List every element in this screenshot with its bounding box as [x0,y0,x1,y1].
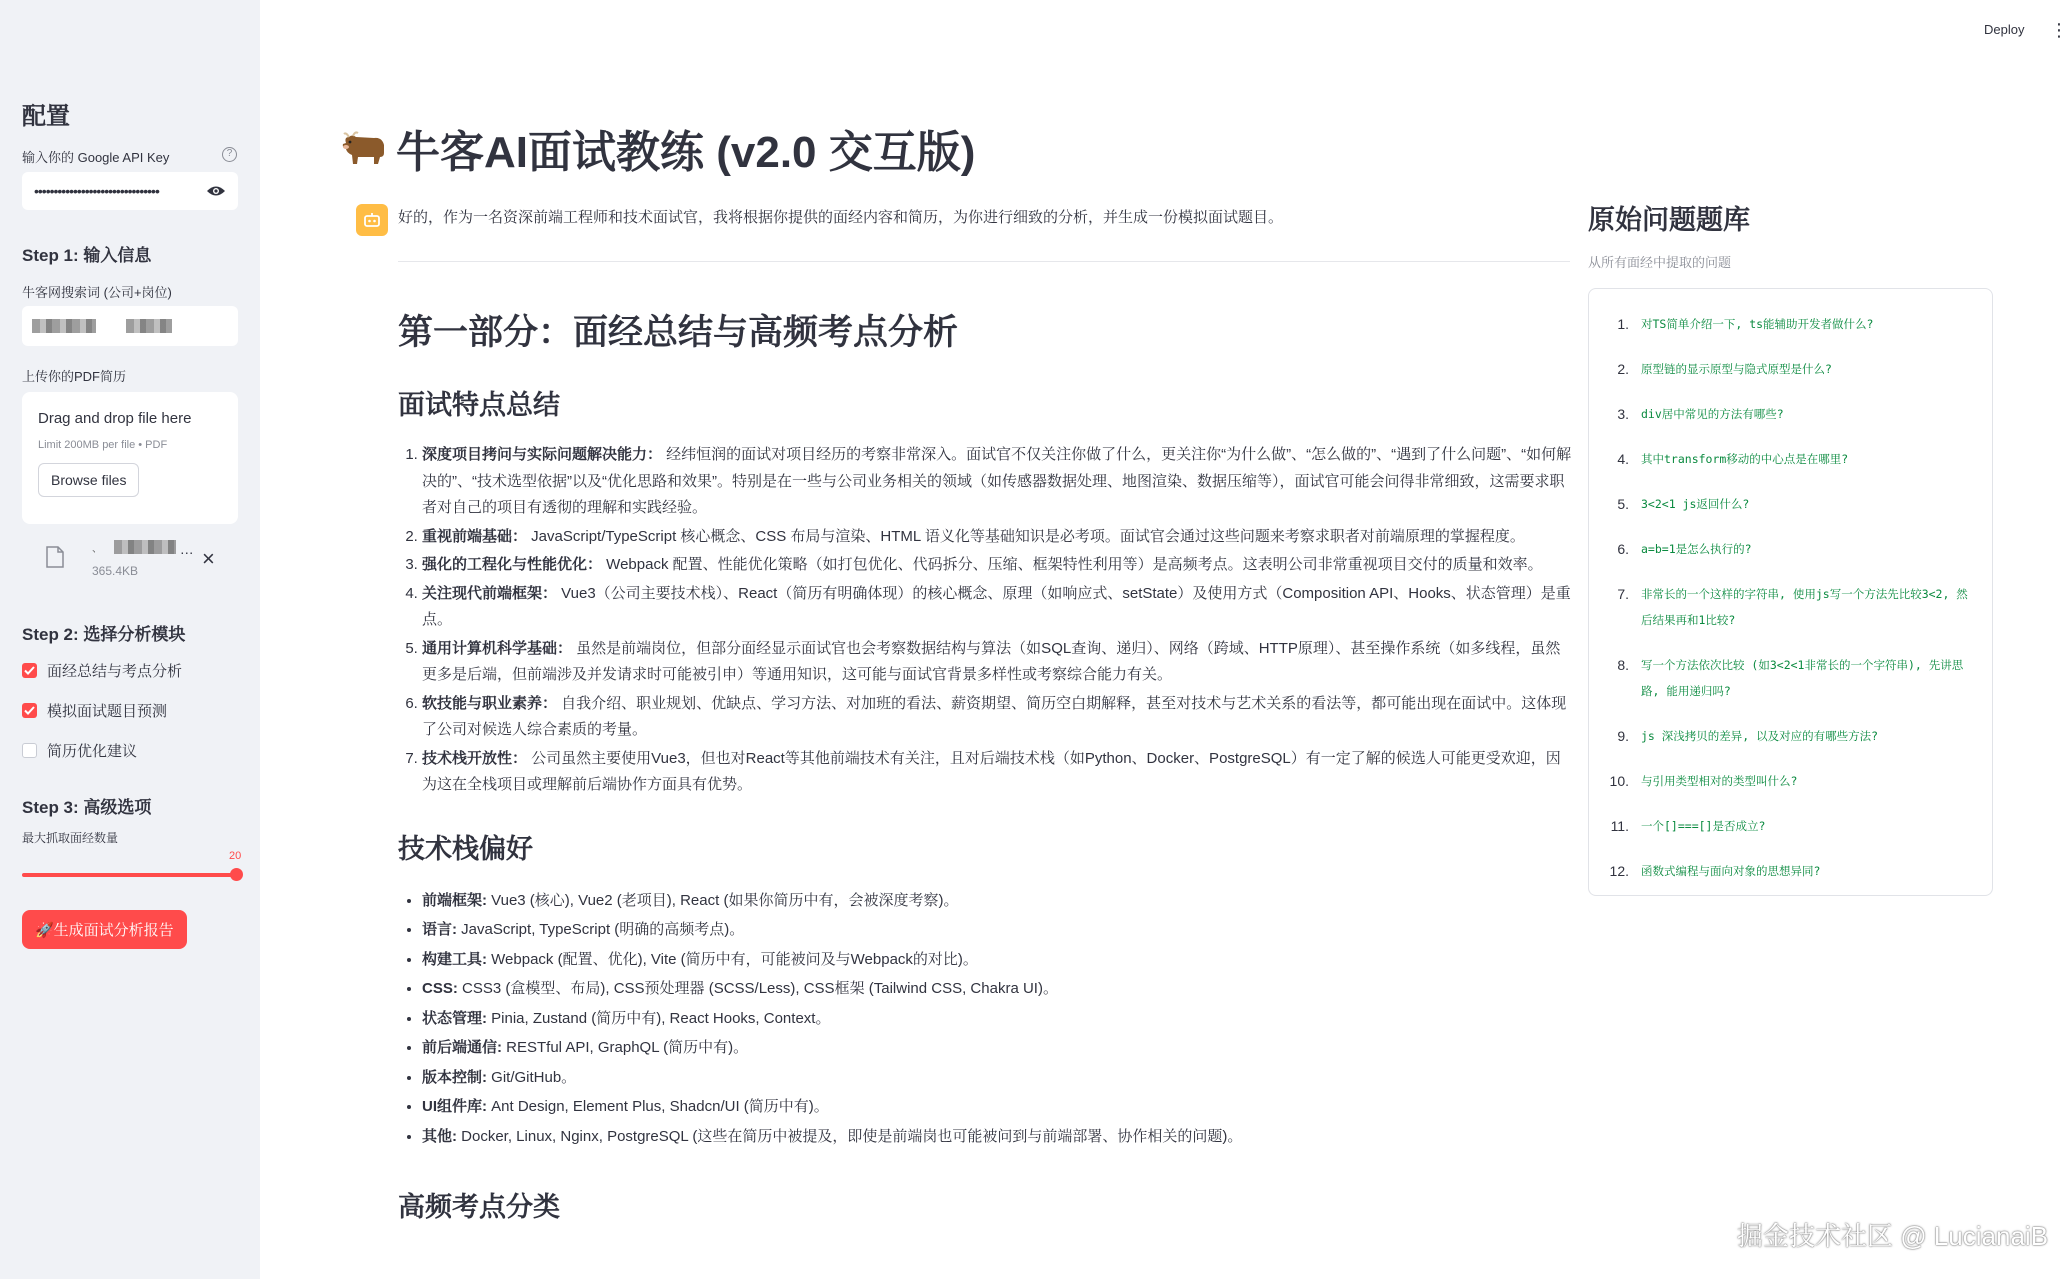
question-bank-box[interactable] [1588,288,1993,896]
list-item: • CSS: CSS3 (盒模型、布局), CSS预处理器 (SCSS/Less), CSS框架 (Tailwind CSS, Chakra UI)。 [422,974,1574,1004]
question-bank-subtitle: 从所有面经中提取的问题 [1588,255,1732,270]
redacted-text [114,540,176,554]
slider-track[interactable] [22,873,238,877]
redacted-text [32,319,96,333]
list-item: 9. js 深浅拷贝的差异, 以及对应的有哪些方法? [1617,728,1879,744]
checkbox-checked-icon[interactable] [22,703,37,718]
freq-heading: 高频考点分类 [398,1192,560,1222]
list-item: • 前后端通信: RESTful API, GraphQL (简历中有)。 [422,1033,1574,1063]
list-item: • 状态管理: Pinia, Zustand (简历中有), React Hooks, Context。 [422,1004,1574,1034]
uploaded-file [40,538,240,578]
watermark: 掘金技术社区 @ LucianaiB [1737,1221,2049,1251]
api-key-input[interactable] [22,172,238,210]
list-item: 6. 软技能与职业素养： 自我介绍、职业规划、优缺点、学习方法、对加班的看法、薪资期望、简历空白期解释，甚至对技术与艺术关系的看法等，都可能出现在面试中。这体现了公司对候选人综合素质的考量。 [422,691,1574,744]
step2-title: Step 2: 选择分析模块 [22,625,186,644]
page-title-text: 牛客AI面试教练 (v2.0 交互版) [396,128,976,177]
robot-icon [363,212,381,228]
list-item: • 版本控制: Git/GitHub。 [422,1063,1574,1093]
deploy-button[interactable]: Deploy [1984,22,2025,37]
redacted-text [126,319,172,333]
list-item: 7. 技术栈开放性： 公司虽然主要使用Vue3，但也对React等其他前端技术有关注，且对后端技术栈（如Python、Docker、PostgreSQL）有一定了解的候选人可能更受欢迎，因为这在全栈项目或理解前后端协作方面具有优势。 [422,746,1574,799]
list-item: 2. 重视前端基础： JavaScript/TypeScript 核心概念、CSS 布局与渲染、HTML 语义化等基础知识是必考项。面试官会通过这些问题来考察求职者对前端原理的掌握程度。 [422,524,1574,551]
eye-icon[interactable] [206,185,226,197]
list-item: 8. 写一个方法依次比较 (如3<2<1非常长的一个字符串), 先讲思路, 能用递归吗? [1617,657,1964,698]
cow-icon [340,131,386,165]
drag-drop-text: Drag and drop file here [38,410,192,427]
checkbox-resume[interactable] [22,740,137,761]
question-list [1605,311,1974,884]
checkbox-unchecked-icon[interactable] [22,743,37,758]
assistant-avatar [356,204,388,236]
divider [398,261,1570,262]
list-item: 5. 3<2<1 js返回什么? [1617,496,1750,512]
assistant-intro: 好的，作为一名资深前端工程师和技术面试官，我将根据你提供的面经内容和简历，为你进行细致的分析，并生成一份模拟面试题目。 [398,209,1284,226]
list-item: 3. div居中常见的方法有哪些? [1617,406,1784,422]
slider-handle[interactable] [230,868,243,881]
list-item: 3. 强化的工程化与性能优化： Webpack 配置、性能优化策略（如打包优化、代码拆分、压缩、框架特性利用等）是高频考点。这表明公司非常重视项目交付的质量和效率。 [422,552,1574,579]
list-item: 12. 函数式编程与面向对象的思想异同? [1609,863,1821,879]
list-item: • 语言: JavaScript, TypeScript (明确的高频考点)。 [422,915,1574,945]
report-content [398,305,1574,1244]
sidebar-title: 配置 [22,103,70,130]
summary-list [398,442,1574,799]
search-input[interactable] [22,306,238,346]
page-title [340,116,975,180]
list-item: 4. 关注现代前端框架： Vue3（公司主要技术栈）、React（简历有明确体现）的核心概念、原理（如响应式、setState）及使用方式（Composition API、Hooks、状态管理）是重点。 [422,581,1574,634]
step1-title: Step 1: 输入信息 [22,246,152,265]
checkbox-summary[interactable] [22,660,182,681]
file-uploader[interactable] [22,392,238,524]
tech-heading: 技术栈偏好 [398,833,533,864]
list-item: 6. a=b=1是怎么执行的? [1617,541,1752,557]
list-item: • 构建工具: Webpack (配置、优化), Vite (简历中有，可能被问及与Webpack的对比)。 [422,945,1574,975]
list-item: 1. 深度项目拷问与实际问题解决能力： 经纬恒润的面试对项目经历的考察非常深入。面试官不仅关注你做了什么，更关注你“为什么做”、“怎么做的”、“遇到了什么问题”、“如何解决的”、“技术选型依据”以及“优化思路和效果”。特别是在一些与公司业务相关的领域（如传感器数据处理、地图渲染、数据压缩等），面试官可能会问得非常细致，这需要求职者对自己的项目有透彻的理解和实践经验。 [422,442,1574,522]
list-item: 5. 通用计算机科学基础： 虽然是前端岗位，但部分面经显示面试官也会考察数据结构与算法（如SQL查询、递归）、网络（跨域、HTTP原理）、甚至操作系统（如多线程，虽然更多是后端，但前端涉及并发请求时可能被引申）等通用知识，这可能与面试官背景多样性或考察综合能力有关。 [422,636,1574,689]
list-item: 1. 对TS简单介绍一下, ts能辅助开发者做什么? [1617,316,1874,332]
search-label: 牛客网搜索词 (公司+岗位) [22,285,172,300]
more-menu-icon[interactable]: ⋮ [2050,20,2068,40]
close-icon[interactable]: × [202,546,215,571]
list-item: 10. 与引用类型相对的类型叫什么? [1609,773,1798,789]
file-size: 365.4KB [92,564,139,578]
checkbox-label: 模拟面试题目预测 [47,703,168,720]
tech-list [398,886,1574,1152]
sidebar [0,0,260,1279]
step3-title: Step 3: 高级选项 [22,798,152,817]
slider-label: 最大抓取面经数量 [22,831,119,845]
api-key-label: 输入你的 Google API Key [22,150,170,165]
list-item: • 其他: Docker, Linux, Nginx, PostgreSQL (这些在简历中被提及，即使是前端岗也可能被问到与前端部署、协作相关的问题)。 [422,1122,1574,1152]
checkbox-label: 简历优化建议 [47,743,138,760]
checkbox-checked-icon[interactable] [22,663,37,678]
generate-report-button[interactable]: 🚀生成面试分析报告 [22,910,187,949]
help-icon[interactable]: ? [222,147,237,162]
file-icon [46,546,64,568]
api-key-value: •••••••••••••••••••••••••••••••• [34,183,159,199]
slider-value: 20 [229,850,242,862]
checkbox-mock-interview[interactable] [22,700,167,721]
checkbox-label: 面经总结与考点分析 [47,663,183,680]
browse-files-button[interactable]: Browse files [38,463,139,497]
list-item: 7. 非常长的一个这样的字符串, 使用js写一个方法先比较3<2, 然后结果再和1比较? [1617,586,1968,627]
list-item: • 前端框架: Vue3 (核心), Vue2 (老项目), React (如果你简历中有，会被深度考察)。 [422,886,1574,916]
list-item: 2. 原型链的显示原型与隐式原型是什么? [1617,361,1832,377]
file-name: 、 … [92,541,194,557]
part1-heading: 第一部分：面经总结与高频考点分析 [398,313,959,352]
list-item: • UI组件库: Ant Design, Element Plus, Shadcn/UI (简历中有)。 [422,1092,1574,1122]
question-bank-title: 原始问题题库 [1588,205,1750,235]
upload-limit-text: Limit 200MB per file • PDF [38,439,168,451]
upload-label: 上传你的PDF简历 [22,369,127,384]
list-item: 4. 其中transform移动的中心点是在哪里? [1617,451,1849,467]
list-item: 11. 一个[]===[]是否成立? [1610,818,1766,834]
summary-heading: 面试特点总结 [398,390,560,420]
